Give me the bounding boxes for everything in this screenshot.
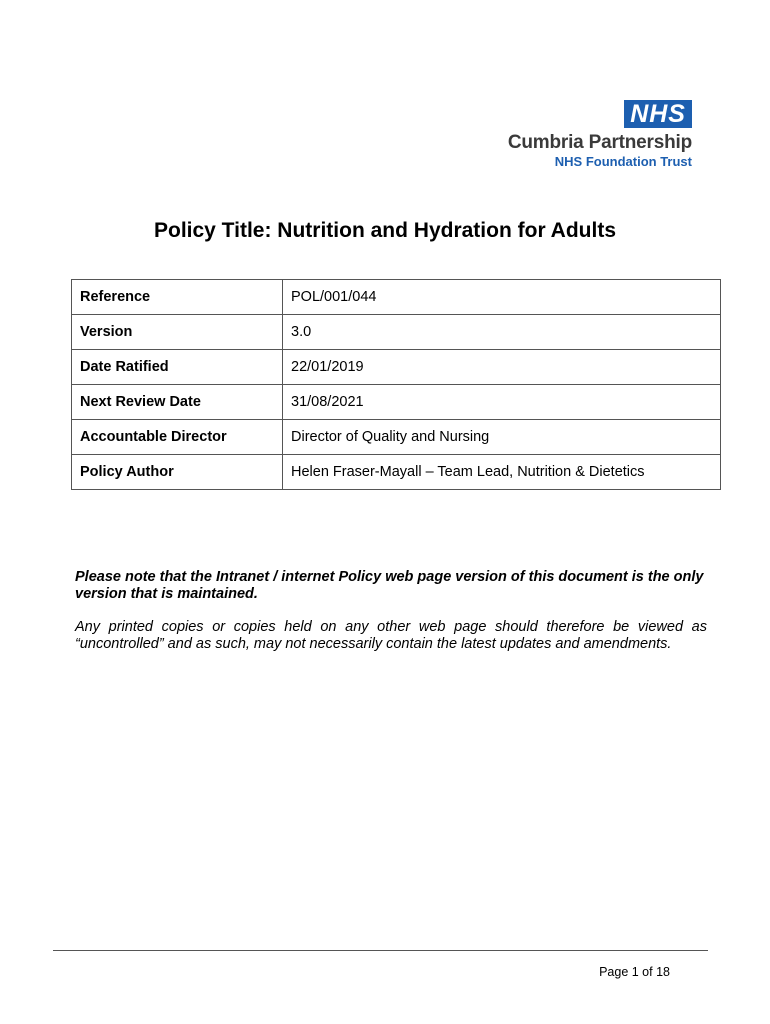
row-label: Next Review Date — [72, 385, 283, 420]
row-value: Director of Quality and Nursing — [283, 420, 721, 455]
row-value: 22/01/2019 — [283, 350, 721, 385]
row-label: Date Ratified — [72, 350, 283, 385]
row-value: 31/08/2021 — [283, 385, 721, 420]
footer-divider — [53, 950, 708, 951]
row-value: POL/001/044 — [283, 280, 721, 315]
policy-details-table — [71, 279, 721, 490]
page-number: Page 1 of 18 — [599, 965, 670, 979]
row-label: Reference — [72, 280, 283, 315]
row-value: Helen Fraser-Mayall – Team Lead, Nutrition & Dietetics — [283, 455, 721, 490]
notice-section — [75, 569, 707, 653]
nhs-badge: NHS — [624, 100, 692, 128]
table-row — [72, 455, 721, 490]
table-row — [72, 385, 721, 420]
table-row — [72, 350, 721, 385]
row-label: Accountable Director — [72, 420, 283, 455]
row-label: Version — [72, 315, 283, 350]
table-row — [72, 315, 721, 350]
row-label: Policy Author — [72, 455, 283, 490]
row-value: 3.0 — [283, 315, 721, 350]
table-row — [72, 280, 721, 315]
nhs-logo — [508, 100, 692, 169]
policy-title: Policy Title: Nutrition and Hydration for Adults — [153, 219, 616, 242]
notice-uncontrolled-copies: Any printed copies or copies held on any other web page should therefore be viewed as “uncontrolled” and as such, may not necessarily contain the latest updates and amendments. — [75, 619, 707, 652]
table-row — [72, 420, 721, 455]
notice-maintained-version: Please note that the Intranet / internet Policy web page version of this document is the only version that is maintained. — [75, 569, 704, 602]
organisation-subtitle: NHS Foundation Trust — [554, 154, 692, 169]
organisation-name: Cumbria Partnership — [507, 132, 692, 153]
